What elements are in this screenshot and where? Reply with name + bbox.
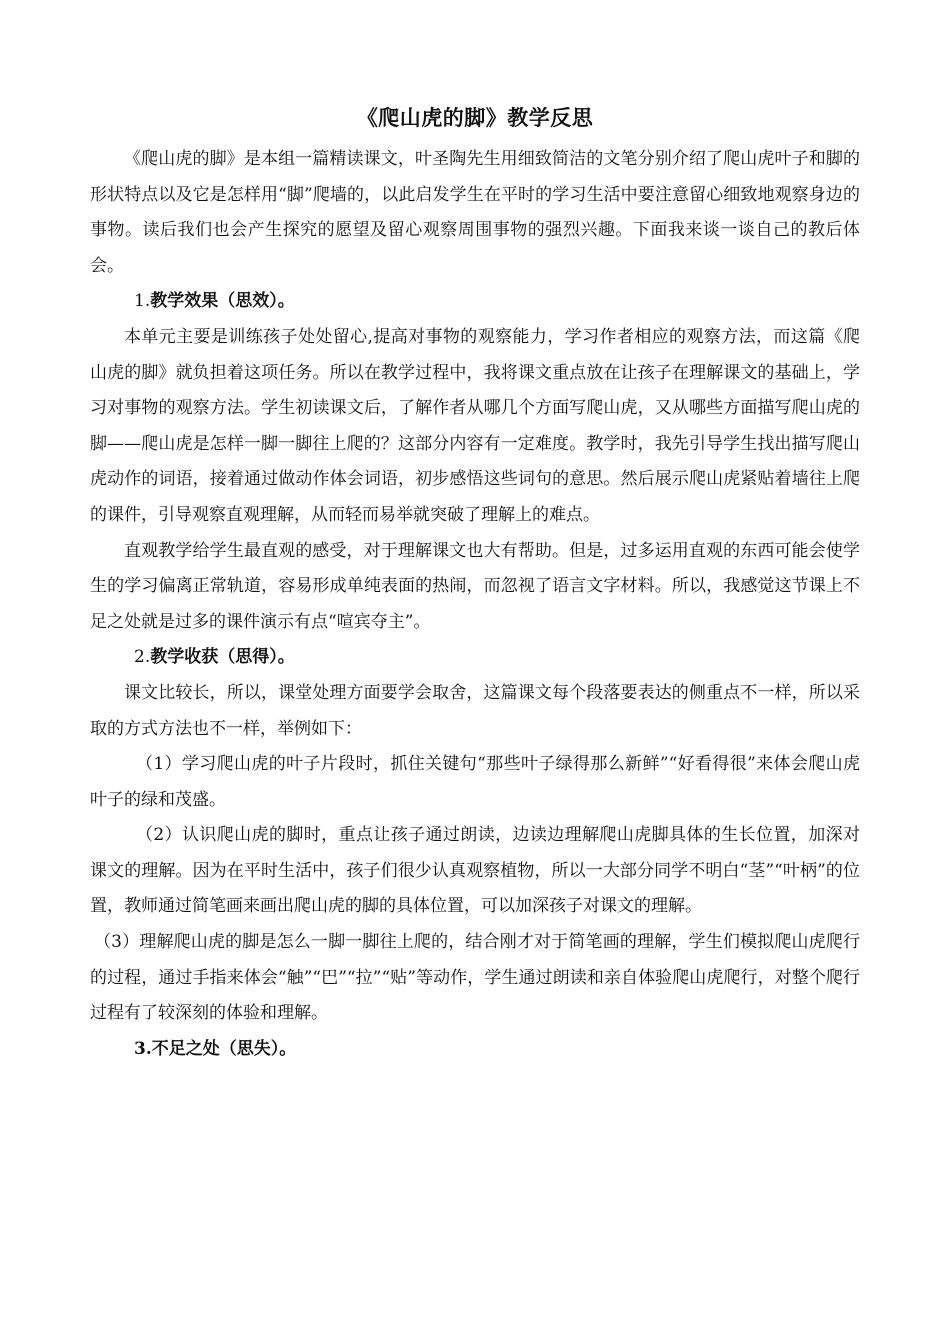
document-title: 《爬山虎的脚》教学反思	[356, 105, 594, 130]
section-1-paragraph-1: 本单元主要是训练孩子处处留心,提高对事物的观察能力，学习作者相应的观察方法，而这篇《爬山虎的脚》就负担着这项任务。所以在教学过程中，我将课文重点放在让孩子在理解课文的基础上，学习对事物的观察方法。学生初读课文后，了解作者从哪几个方面写爬山虎，又从哪些方面描写爬山虎的脚——爬山虎是怎样一脚一脚往上爬的？这部分内容有一定难度。教学时，我先引导学生找出描写爬山虎动作的词语，接着通过做动作体会词语，初步感悟这些词句的意思。然后展示爬山虎紧贴着墙往上爬的课件，引导观察直观理解，从而轻而易举就突破了理解上的难点。	[90, 326, 860, 525]
section-2-item-3: （3）理解爬山虎的脚是怎么一脚一脚往上爬的，结合刚才对于简笔画的理解，学生们模拟爬山虎爬行的过程，通过手指来体会“触”“巴”“拉”“贴”等动作，学生通过朗读和亲自体验爬山虎爬行，对整个爬行过程有了较深刻的体验和理解。	[90, 932, 860, 1024]
section-1-paragraph-2: 直观教学给学生最直观的感受，对于理解课文也大有帮助。但是，过多运用直观的东西可能会使学生的学习偏离正常轨道，容易形成单纯表面的热闹，而忽视了语言文字材料。所以，我感觉这节课上不足之处就是过多的课件演示有点“喧宾夺主”。	[90, 540, 860, 632]
document-page	[90, 96, 860, 1067]
section-3-heading	[90, 1032, 860, 1068]
section-2-heading	[90, 640, 860, 676]
section-2-paragraph-1: 课文比较长，所以，课堂处理方面要学会取舍，这篇课文每个段落要表达的侧重点不一样，所以采取的方式方法也不一样，举例如下：	[90, 682, 860, 739]
section-1-number: 1.	[134, 291, 151, 312]
section-2-item-1: （1）学习爬山虎的叶子片段时，抓住关键句“那些叶子绿得那么新鲜”“好看得很”来体会爬山虎叶子的绿和茂盛。	[90, 754, 860, 810]
section-3-title: 不足之处（思失）。	[151, 1038, 297, 1059]
section-2-item-2: （2）认识爬山虎的脚时，重点让孩子通过朗读，边读边理解爬山虎脚具体的生长位置，加深对课文的理解。因为在平时生活中，孩子们很少认真观察植物，所以一大部分同学不明白“茎”“叶柄”的位置，教师通过简笔画来画出爬山虎的脚的具体位置，可以加深孩子对课文的理解。	[90, 825, 860, 917]
section-2-title: 教学收获（思得）。	[150, 647, 295, 668]
section-2-number: 2.	[134, 647, 151, 668]
section-1-title: 教学效果（思效）。	[150, 291, 295, 312]
section-3-number: 3.	[134, 1038, 152, 1059]
section-1-heading	[90, 284, 860, 320]
intro-paragraph: 《爬山虎的脚》是本组一篇精读课文，叶圣陶先生用细致简洁的文笔分别介绍了爬山虎叶子和脚的形状特点以及它是怎样用“脚”爬墙的，以此启发学生在平时的学习生活中要注意留心细致地观察身边的事物。读后我们也会产生探究的愿望及留心观察周围事物的强烈兴趣。下面我来谈一谈自己的教后体会。	[90, 149, 860, 276]
